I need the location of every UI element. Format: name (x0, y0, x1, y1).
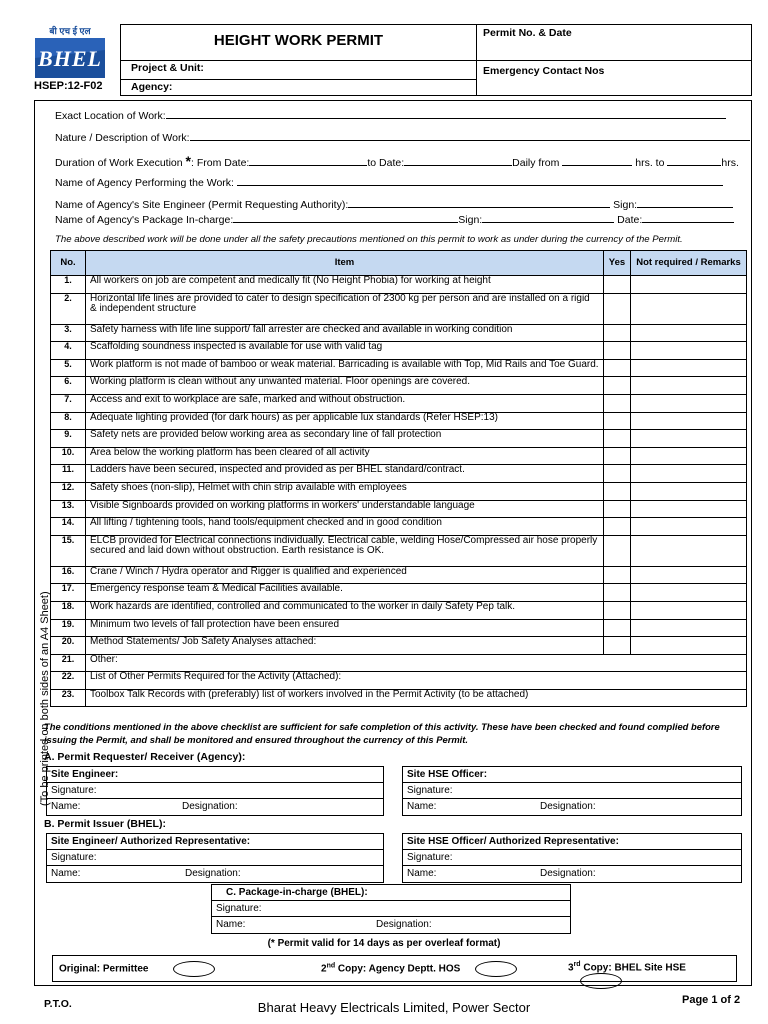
table-row (51, 394, 747, 412)
from-date-line[interactable] (249, 155, 367, 166)
row-number: 20. (51, 637, 86, 655)
designation-label: Designation: (540, 868, 596, 879)
table-row (51, 324, 747, 342)
copy-third-label: Copy: BHEL Site HSE (580, 962, 686, 974)
row-item: Safety harness with life line support/ fall arrester are checked and available in working condition (86, 324, 604, 342)
name-field[interactable] (47, 799, 383, 815)
table-row (51, 276, 747, 294)
name-field[interactable] (47, 866, 383, 882)
project-agency-cell[interactable] (121, 61, 477, 95)
row-yes-cell[interactable] (604, 566, 631, 584)
agency-performing-label: Name of Agency Performing the Work: (55, 177, 234, 189)
site-engineer-line[interactable] (348, 197, 610, 208)
row-yes-cell[interactable] (604, 342, 631, 360)
sign1-line[interactable] (637, 197, 733, 208)
signature-field[interactable]: Signature: (212, 901, 570, 917)
nature-label: Nature / Description of Work: (55, 132, 190, 144)
row-yes-cell[interactable] (604, 447, 631, 465)
row-number: 9. (51, 430, 86, 448)
signature-field[interactable]: Signature: (403, 850, 741, 866)
col-yes: Yes (604, 251, 631, 276)
table-row (51, 359, 747, 377)
site-engineer-label: Name of Agency's Site Engineer (Permit Requesting Authority): (55, 199, 349, 211)
section-c-box[interactable] (211, 884, 571, 934)
row-number: 1. (51, 276, 86, 294)
table-row (51, 342, 747, 360)
agency-performing-line[interactable] (237, 175, 723, 186)
copy-original (59, 961, 215, 977)
table-row (51, 465, 747, 483)
table-row (51, 654, 747, 672)
row-remarks-cell[interactable] (631, 412, 747, 430)
name-label: Name: (407, 868, 437, 879)
row-item: Safety nets are provided below working area as secondary line of fall protection (86, 430, 604, 448)
pto-text: P.T.O. (44, 998, 72, 1010)
copy-second (321, 961, 517, 977)
copy-third-prefix: 3 (568, 962, 574, 974)
row-yes-cell[interactable] (604, 324, 631, 342)
row-remarks-cell[interactable] (631, 518, 747, 536)
sign2-line[interactable] (482, 212, 614, 223)
row-number: 11. (51, 465, 86, 483)
row-yes-cell[interactable] (604, 377, 631, 395)
copy-original-oval[interactable] (173, 961, 215, 977)
designation-label: Designation: (182, 801, 238, 812)
name-field[interactable] (212, 917, 570, 933)
package-incharge-label: Name of Agency's Package In-charge: (55, 214, 234, 226)
row-item: Horizontal life lines are provided to cater to design specification of 2300 kg per person and are installed on a rigid & independent structure (86, 293, 604, 324)
row-number: 7. (51, 394, 86, 412)
location-row[interactable] (55, 108, 726, 122)
header-table (120, 24, 752, 96)
emergency-cell[interactable] (477, 61, 751, 95)
row-item: All lifting / tightening tools, hand tools/equipment checked and in good condition (86, 518, 604, 536)
duration-star: * (185, 153, 191, 169)
section-b-left-box[interactable] (46, 833, 384, 883)
section-a-left-box[interactable] (46, 766, 384, 816)
table-row (51, 447, 747, 465)
row-item: Working platform is clean without any unwanted material. Floor openings are covered. (86, 377, 604, 395)
permit-no-label: Permit No. & Date (483, 27, 572, 39)
location-label: Exact Location of Work: (55, 110, 166, 122)
footer-company: Bharat Heavy Electricals Limited, Power Sector (257, 1000, 531, 1015)
copies-box (52, 955, 737, 982)
row-item: Adequate lighting provided (for dark hours) as per applicable lux standards (Refer HSEP:13) (86, 412, 604, 430)
sign1-label: Sign: (613, 199, 638, 211)
side-note: (To be printed on both sides of an A4 Sheet) (39, 591, 51, 806)
name-label: Name: (407, 801, 437, 812)
emergency-label: Emergency Contact Nos (483, 65, 605, 77)
agency-label: Agency: (131, 81, 173, 93)
row-remarks-cell[interactable] (631, 535, 747, 566)
name-field[interactable] (403, 799, 741, 815)
row-item: Work hazards are identified, controlled and communicated to the worker in daily Safety Pep talk. (86, 601, 604, 619)
designation-label: Designation: (185, 868, 241, 879)
row-remarks-cell[interactable] (631, 377, 747, 395)
row-number: 22. (51, 672, 86, 690)
name-label: Name: (51, 801, 81, 812)
col-no: No. (51, 251, 86, 276)
table-row (51, 377, 747, 395)
row-yes-cell[interactable] (604, 637, 631, 655)
col-remarks: Not required / Remarks (631, 251, 747, 276)
section-a-title: A. Permit Requester/ Receiver (Agency): (44, 751, 246, 763)
row-item: Emergency response team & Medical Facilities available. (86, 584, 604, 602)
page-title: HEIGHT WORK PERMIT (213, 32, 384, 49)
row-remarks-cell[interactable] (631, 637, 747, 655)
row-item: Toolbox Talk Records with (preferably) list of workers involved in the Permit Activity (to be attached) (86, 689, 747, 707)
table-row (51, 672, 747, 690)
daily-from-label: Daily from (512, 157, 560, 169)
logo-brand-text: BHEL (38, 46, 102, 71)
row-yes-cell[interactable] (604, 412, 631, 430)
row-item: Ladders have been secured, inspected and provided as per BHEL standard/contract. (86, 465, 604, 483)
row-remarks-cell[interactable] (631, 482, 747, 500)
hrs-to-label: hrs. to (635, 157, 665, 169)
row-number: 6. (51, 377, 86, 395)
copy-second-prefix: 2 (321, 963, 327, 975)
row-number: 2. (51, 293, 86, 324)
row-yes-cell[interactable] (604, 500, 631, 518)
copy-third-sup: rd (573, 961, 581, 968)
section-b-title: B. Permit Issuer (BHEL): (44, 818, 166, 830)
row-yes-cell[interactable] (604, 518, 631, 536)
row-number: 4. (51, 342, 86, 360)
name-field[interactable] (403, 866, 741, 882)
table-row (51, 637, 747, 655)
site-engineer-row[interactable] (55, 197, 733, 211)
copy-third-oval[interactable] (580, 973, 622, 989)
row-number: 10. (51, 447, 86, 465)
row-item: Access and exit to workplace are safe, marked and without obstruction. (86, 394, 604, 412)
row-yes-cell[interactable] (604, 430, 631, 448)
table-row (51, 601, 747, 619)
table-row (51, 482, 747, 500)
site-engineer-rep-heading: Site Engineer/ Authorized Representative: (47, 834, 383, 850)
duration-label: Duration of Work Execution (55, 157, 183, 169)
row-item: Safety shoes (non-slip), Helmet with chin strip available with employees (86, 482, 604, 500)
row-yes-cell[interactable] (604, 394, 631, 412)
table-row (51, 412, 747, 430)
to-date-label: to Date: (367, 157, 405, 169)
permit-no-cell[interactable] (477, 25, 751, 61)
table-row (51, 619, 747, 637)
row-remarks-cell[interactable] (631, 584, 747, 602)
copy-original-label: Original: Permittee (59, 963, 149, 975)
row-remarks-cell[interactable] (631, 342, 747, 360)
row-remarks-cell[interactable] (631, 293, 747, 324)
col-item: Item (86, 251, 604, 276)
sign2-label: Sign: (458, 214, 483, 226)
table-row (51, 500, 747, 518)
duration-row[interactable] (55, 153, 739, 169)
row-item: Crane / Winch / Hydra operator and Rigger is qualified and experienced (86, 566, 604, 584)
agency-performing-row[interactable] (55, 175, 723, 189)
row-number: 12. (51, 482, 86, 500)
section-b-right-box[interactable] (402, 833, 742, 883)
row-number: 17. (51, 584, 86, 602)
row-yes-cell[interactable] (604, 293, 631, 324)
to-date-line[interactable] (404, 155, 512, 166)
project-label: Project & Unit: (121, 61, 476, 80)
row-item: Other: (86, 654, 747, 672)
title-cell (121, 25, 477, 61)
package-incharge-heading: C. Package-in-charge (BHEL): (212, 885, 570, 901)
form-code: HSEP:12-F02 (34, 80, 103, 92)
row-number: 16. (51, 566, 86, 584)
row-item: Area below the working platform has been cleared of all activity (86, 447, 604, 465)
row-number: 3. (51, 324, 86, 342)
row-yes-cell[interactable] (604, 535, 631, 566)
table-row (51, 584, 747, 602)
row-remarks-cell[interactable] (631, 500, 747, 518)
site-hse-rep-heading: Site HSE Officer/ Authorized Representative: (403, 834, 741, 850)
date-line[interactable] (642, 212, 734, 223)
row-remarks-cell[interactable] (631, 601, 747, 619)
package-incharge-line[interactable] (233, 212, 458, 223)
site-hse-heading: Site HSE Officer: (403, 767, 741, 783)
table-row (51, 566, 747, 584)
row-yes-cell[interactable] (604, 584, 631, 602)
row-number: 14. (51, 518, 86, 536)
row-item: Method Statements/ Job Safety Analyses attached: (86, 637, 604, 655)
nature-row[interactable] (55, 130, 750, 144)
row-item: Visible Signboards provided on working platforms in workers' understandable language (86, 500, 604, 518)
row-yes-cell[interactable] (604, 359, 631, 377)
row-yes-cell[interactable] (604, 601, 631, 619)
from-date-label: : From Date: (191, 157, 250, 169)
safety-statement: The above described work will be done under all the safety precautions mentioned on this permit to work as under during the currency of the Permit. (55, 234, 683, 245)
table-header (51, 251, 747, 276)
copy-second-sup: nd (326, 962, 336, 970)
copy-second-oval[interactable] (475, 961, 517, 977)
signature-field[interactable]: Signature: (47, 850, 383, 866)
logo-hindi-text: बी एच ई एल (49, 26, 91, 36)
site-engineer-heading: Site Engineer: (47, 767, 383, 783)
designation-label: Designation: (376, 919, 432, 930)
table-row (51, 293, 747, 324)
table-row (51, 535, 747, 566)
row-number: 23. (51, 689, 86, 707)
row-remarks-cell[interactable] (631, 465, 747, 483)
row-number: 15. (51, 535, 86, 566)
hrs-label: hrs. (721, 157, 739, 169)
daily-from-line[interactable] (562, 155, 632, 166)
table-row (51, 518, 747, 536)
row-item: List of Other Permits Required for the Activity (Attached): (86, 672, 747, 690)
bhel-logo (35, 24, 105, 78)
row-yes-cell[interactable] (604, 482, 631, 500)
validity-note: (* Permit valid for 14 days as per overleaf format) (267, 938, 501, 949)
row-item: ELCB provided for Electrical connections individually. Electrical cable, welding Hose/Compressed air hose properly secured and laid down without obstruction. Earth resistance is OK. (86, 535, 604, 566)
row-yes-cell[interactable] (604, 465, 631, 483)
table-row (51, 430, 747, 448)
checklist-body (51, 276, 747, 707)
row-remarks-cell[interactable] (631, 324, 747, 342)
name-label: Name: (216, 919, 246, 930)
row-number: 19. (51, 619, 86, 637)
location-line[interactable] (166, 108, 726, 119)
hrs-to-line[interactable] (667, 155, 721, 166)
row-remarks-cell[interactable] (631, 276, 747, 294)
row-number: 5. (51, 359, 86, 377)
row-remarks-cell[interactable] (631, 430, 747, 448)
row-yes-cell[interactable] (604, 276, 631, 294)
checklist-table (50, 250, 747, 707)
designation-label: Designation: (540, 801, 596, 812)
copy-second-label: Copy: Agency Deptt. HOS (335, 963, 461, 975)
copy-third (568, 961, 736, 989)
nature-line[interactable] (190, 130, 750, 141)
row-yes-cell[interactable] (604, 619, 631, 637)
section-a-right-box[interactable] (402, 766, 742, 816)
row-number: 13. (51, 500, 86, 518)
row-remarks-cell[interactable] (631, 447, 747, 465)
conditions-text: The conditions mentioned in the above checklist are sufficient for safe completion of this activity. These have been checked and found complied before issuing the Permit, and shall be monitored and ensured throughout the currency of this Permit. (44, 721, 720, 745)
row-item: Scaffolding soundness inspected is available for use with valid tag (86, 342, 604, 360)
row-remarks-cell[interactable] (631, 566, 747, 584)
row-number: 21. (51, 654, 86, 672)
package-incharge-row[interactable] (55, 212, 734, 226)
row-remarks-cell[interactable] (631, 619, 747, 637)
row-item: Work platform is not made of bamboo or weak material. Barricading is available with Top, Mid Rails and Toe Guard. (86, 359, 604, 377)
date-label: Date: (617, 214, 643, 226)
row-item: All workers on job are competent and medically fit (No Height Phobia) for working at height (86, 276, 604, 294)
row-number: 18. (51, 601, 86, 619)
row-number: 8. (51, 412, 86, 430)
row-remarks-cell[interactable] (631, 359, 747, 377)
row-remarks-cell[interactable] (631, 394, 747, 412)
table-row (51, 689, 747, 707)
name-label: Name: (51, 868, 81, 879)
row-item: Minimum two levels of fall protection have been ensured (86, 619, 604, 637)
signature-field[interactable]: Signature: (47, 783, 383, 799)
page-number: Page 1 of 2 (682, 994, 741, 1006)
signature-field[interactable]: Signature: (403, 783, 741, 799)
